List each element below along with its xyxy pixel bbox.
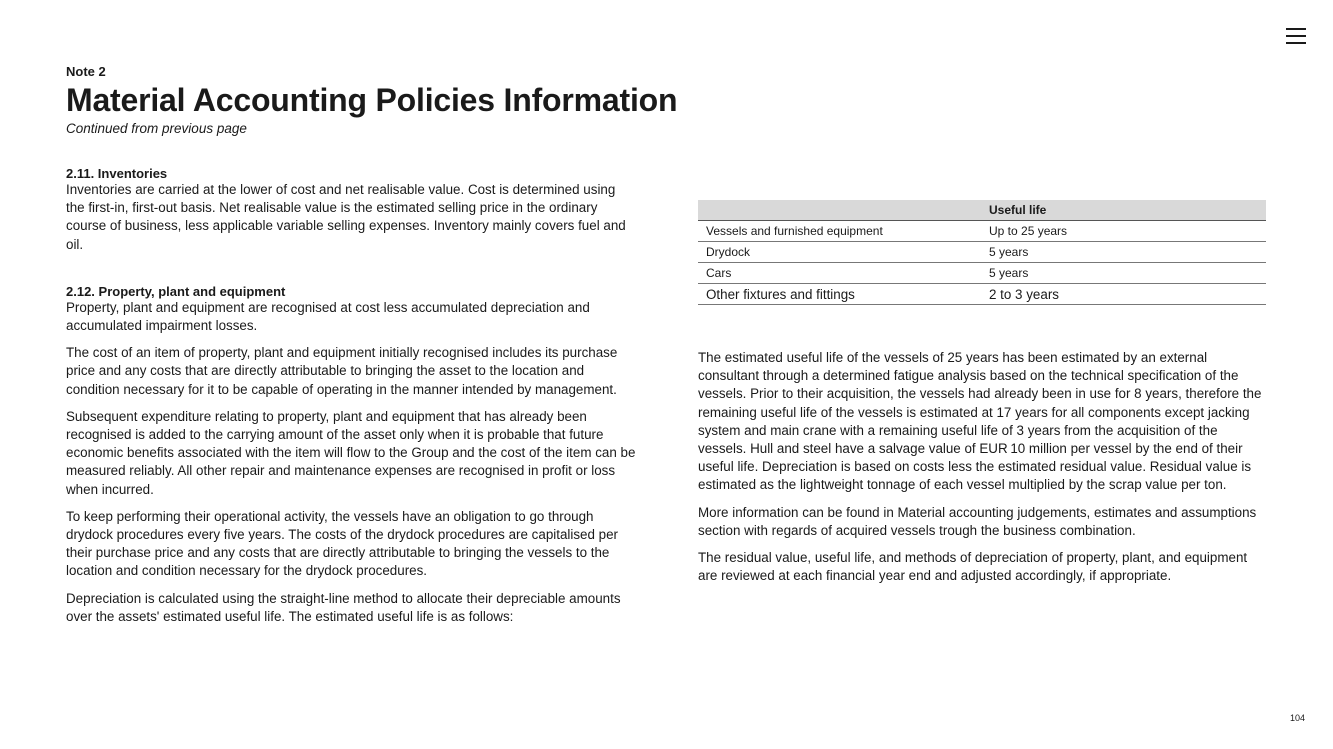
table-header-row xyxy=(698,200,1266,221)
table-cell: Other fixtures and fittings xyxy=(698,284,981,305)
table-cell: 5 years xyxy=(981,242,1266,263)
paragraph-useful-life-estimate: The estimated useful life of the vessels of 25 years has been estimated by an external consultant through a determined fatigue analysis based on the technical specification of the vessels. Prior to their acquisition, the vessels had already been in use for 8 years, therefore the remaining useful life of the vessels is estimated at 17 years for all components except jacking system and main crane with a remaining useful life of 3 years from the acquisition of the vessels. Hull and steel have a salvage value of EUR 10 million per vessel by the end of their useful life. Depreciation is based on costs less the estimated residual value. Residual value is estimated as the lightweight tonnage of each vessel multiplied by the scrap value per ton. xyxy=(698,350,1262,493)
table-cell: Up to 25 years xyxy=(981,221,1266,242)
paragraph-inventories: Inventories are carried at the lower of cost and net realisable value. Cost is determined using the first-in, first-out basis. Net realisable value is the estimated selling price in the ordinary course of business, less applicable variable selling expenses. Inventory mainly covers fuel and oil. xyxy=(66,182,626,252)
table-row xyxy=(698,242,1266,263)
table-header-cell: Useful life xyxy=(981,200,1266,221)
table-row xyxy=(698,284,1266,305)
left-column xyxy=(66,166,636,626)
hamburger-menu-icon[interactable] xyxy=(1286,27,1306,45)
paragraph-ppe-3: Subsequent expenditure relating to property, plant and equipment that has already been recognised is added to the carrying amount of the asset only when it is probable that future economic benefits associated with the item will flow to the Group and the cost of the item can be measured reliably. All other repair and maintenance expenses are recognised in profit or loss when incurred. xyxy=(66,408,636,497)
page-subtitle: Continued from previous page xyxy=(66,121,247,136)
table-row xyxy=(698,221,1266,242)
paragraph-more-information: More information can be found in Material accounting judgements, estimates and assumptions section with regards of acquired vessels trough the business combination. xyxy=(698,504,1257,538)
section-heading-inventories: 2.11. Inventories xyxy=(66,166,168,181)
table-row xyxy=(698,263,1266,284)
paragraph-ppe-2: The cost of an item of property, plant and equipment initially recognised includes its purchase price and any costs that are directly attributable to bringing the asset to the location and condition necessary for it to be capable of operating in the manner intended by management. xyxy=(66,345,618,397)
table-cell: 5 years xyxy=(981,263,1266,284)
right-column xyxy=(698,349,1266,585)
paragraph-ppe-5: Depreciation is calculated using the straight-line method to allocate their depreciable amounts over the assets' estimated useful life. The estimated useful life is as follows: xyxy=(66,590,621,624)
table-cell: 2 to 3 years xyxy=(981,284,1266,305)
table-cell: Cars xyxy=(698,263,981,284)
page-number: 104 xyxy=(1290,713,1306,723)
paragraph-residual-review: The residual value, useful life, and methods of depreciation of property, plant, and equipment are reviewed at each financial year end and adjusted accordingly, if appropriate. xyxy=(698,550,1248,584)
table-cell: Vessels and furnished equipment xyxy=(698,221,981,242)
useful-life-table xyxy=(698,200,1266,305)
table-header-cell xyxy=(698,200,981,221)
page-title: Material Accounting Policies Information xyxy=(66,82,678,118)
note-label: Note 2 xyxy=(66,64,106,79)
paragraph-ppe-1: Property, plant and equipment are recognised at cost less accumulated depreciation and accumulated impairment losses. xyxy=(66,299,590,334)
paragraph-ppe-4: To keep performing their operational activity, the vessels have an obligation to go through drydock procedures every five years. The costs of the drydock procedures are capitalised per their purchase price and any costs that are directly attributable to bringing the vessels to the location and condition necessary for the drydock procedures. xyxy=(66,508,619,579)
table-cell: Drydock xyxy=(698,242,981,263)
section-heading-ppe: 2.12. Property, plant and equipment xyxy=(66,283,286,299)
